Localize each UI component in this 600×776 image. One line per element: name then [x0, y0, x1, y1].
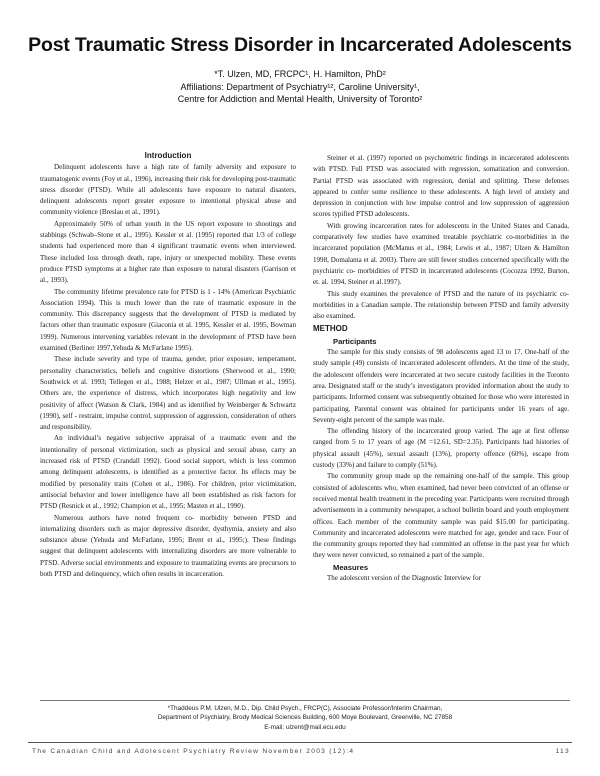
author-footnote — [40, 704, 570, 732]
body-paragraph: These include severity and type of trauma, gender, prior exposure, temperament, personality characteristics, beliefs and cognitive distortions (Sherwood et al., 1990; Southwick et al. 1993; Tellegen et al., 1988; Helzer et al., 1987; Ullman et al., 1995). Others are, the experience of distress, which incorporates high negativity and low positivity of affect (Watson & Clark, 1984) and as identified by Weinberger & Schwartz (1990), self - restraint, impulse control, suppression of aggression, consideration of others and responsibility. — [40, 355, 296, 432]
footnote-line: *Thaddeus P.M. Ulzen, M.D., Dip. Child Psych., FRCP(C), Associate Professor/Interim Chairman, — [167, 705, 443, 712]
body-paragraph: Steiner et al. (1997) reported on psychometric findings in incarcerated adolescents with PTSD. Full PTSD was associated with regression, somatization and conversion. Partial PTSD was associated with regression, denial and splitting. These defenses appeared to confer some resilience to these adolescents. A high level of anxiety and depression in conjunction with low impulse control and low suppression of aggression scores typified PTSD adolescents. — [313, 154, 569, 219]
method-heading: METHOD — [313, 324, 348, 334]
participants-heading: Participants — [333, 336, 377, 346]
body-paragraph: Numerous authors have noted frequent co- morbidity between PTSD and internalizing disorders such as major depressive disorder, dysthymia, anxiety and also substance abuse (Yehuda and McFarlane, 1995; Brent et al., 1995;). These findings suggest that delinquent adolescents with internalizing disorders are more vulnerable to PTSD. Adverse social environments and exposure to traumatizing events are precursors to both PTSD and delinquency, which often results in incarceration. — [40, 513, 296, 578]
affiliations: Affiliations: Department of Psychiatry¹², Caroline University¹, — [180, 81, 420, 92]
body-paragraph: The adolescent version of the Diagnostic Interview for — [327, 573, 481, 582]
body-paragraph: The sample for this study consists of 98 adolescents aged 13 to 17. One-half of the study sample (49) consists of incarcerated adolescent offenders. At the time of the study, the adolescent offenders were incarcerated at two secure custody facilities in the Toronto area. Designated staff or the study’s investigators provided information about the study to participants. Informed consent was subsequently obtained for those who were interested in participating. Parental consent was obtained for participants under 16 years of age. Seventy-eight percent of the sample was male. — [313, 348, 569, 424]
footnote-line: Department of Psychiatry, Brody Medical Sciences Building, 600 Moye Boulevard, Greenville, NC 27858 — [157, 714, 453, 722]
introduction-heading: Introduction — [144, 151, 192, 160]
right-column — [313, 153, 569, 584]
body-paragraph: The offending history of the incarcerated group varied. The age at first offense ranged from 5 to 17 years of age (M =12.61, SD=2.35). Participants had histories of physical assault (45%), sexual assault (13%), property offence (60%), escape from custody (33%) and failure to comply (51%). — [313, 427, 569, 470]
paper-title: Post Traumatic Stress Disorder in Incarcerated Adolescents — [28, 34, 572, 56]
body-paragraph: An individual’s negative subjective appraisal of a traumatic event and the intentionality of personal victimization, such as physical and sexual abuse, carry an increased risk of PTSD (Crandall 1992). Good social support, which is less common among delinquent adolescents, is identified as a protective factor. Its effects may be modified by personality traits (Cohen et al., 1986). For children, prior victimization, antisocial behavior and lower intelligence have all been established as risk factors for PTSD (Resnick et al., 1992; Champion et al., 1995; Masten et al., 1990). — [40, 434, 296, 511]
body-paragraph: Delinquent adolescents have a high rate of family adversity and exposure to traumatogenic events (Foy et al., 1996), increasing their risk for developing post-traumatic stress disorder (PTSD). While all adolescents have exposure to natural disasters, delinquent adolescents report greater exposure to intentional physical abuse and community violence (Breslau et al., 1991). — [40, 163, 296, 217]
left-column — [40, 150, 296, 580]
page-number: 113 — [555, 748, 570, 755]
measures-heading: Measures — [333, 562, 369, 572]
body-paragraph: This study examines the prevalence of PTSD and the nature of its psychiatric co-morbidities in a Canadian sample. The relationship between PTSD and family adversity also examined. — [313, 289, 569, 321]
body-paragraph: The community group made up the remaining one-half of the sample. This group consisted of adolescents who, when examined, had never been convicted of an offense or received mental health treatment in the preceding year. Participants were recruited through advertisements in a community newspaper, a school bulletin board and youth employment offices. Each member of the community sample was paid $15.00 for participating. Community and incarcerated adolescents were matched for age, gender and race. Four of the community groups reported they had committed an offense in the past year for which they were never convicted, so remained a part of the sample. — [313, 472, 569, 560]
footnote-email: E-mail: ulzent@mail.ecu.edu — [264, 723, 346, 731]
body-paragraph: Approximately 50% of urban youth in the US report exposure to shootings and stabbings (Schwab–Stone et al., 1995). Kessler et al. (1995) reported that 1/3 of college students had experienced more than 4 significant traumatic events when interviewed. These included loss through death, rape, injury or unexpected mobility. These events produce PTSD symptoms at a higher rate than exposure to natural disasters (Garrison et al., 1993). — [40, 219, 296, 285]
body-paragraph: With growing incarceration rates for adolescents in the United States and Canada, comparatively few studies have examined treatable psychiatric co-morbidities in the incarcerated population (McManus et al., 1984; Lewis et al., 1987; Ulzen & Hamilton 1998, Domalanta et al. 2003). There are still fewer studies concerned specifically with the psychiatric co- morbidities of PTSD in incarcerated adolescents (Cocozza 1992, Burton, et. al. 1994, Steiner et al.1997). — [313, 221, 569, 287]
footer-divider — [28, 742, 572, 743]
authors: *T. Ulzen, MD, FRCPC¹, H. Hamilton, PhD² — [214, 69, 386, 79]
byline — [0, 68, 600, 106]
body-paragraph: The community lifetime prevalence rate for PTSD is 1 - 14% (American Psychiatric Association 1994). This is much lower than the rate of traumatic exposure in the community. This discrepancy suggests that the development of PTSD is mediated by factors other than traumatic exposure (Giaconia et al. 1995, Kessler et al. 1995, Bowman 1999). Numerous intervening variables relevant in the development of PTSD have been examined (Berliner 1997,Yehuda & McFarlane 1995). — [40, 287, 296, 353]
affiliation-centre: Centre for Addiction and Mental Health, University of Toronto² — [177, 94, 423, 104]
footnote-divider — [40, 700, 570, 701]
running-footer-journal: The Canadian Child and Adolescent Psychiatry Review November 2003 (12):4 — [32, 748, 355, 755]
